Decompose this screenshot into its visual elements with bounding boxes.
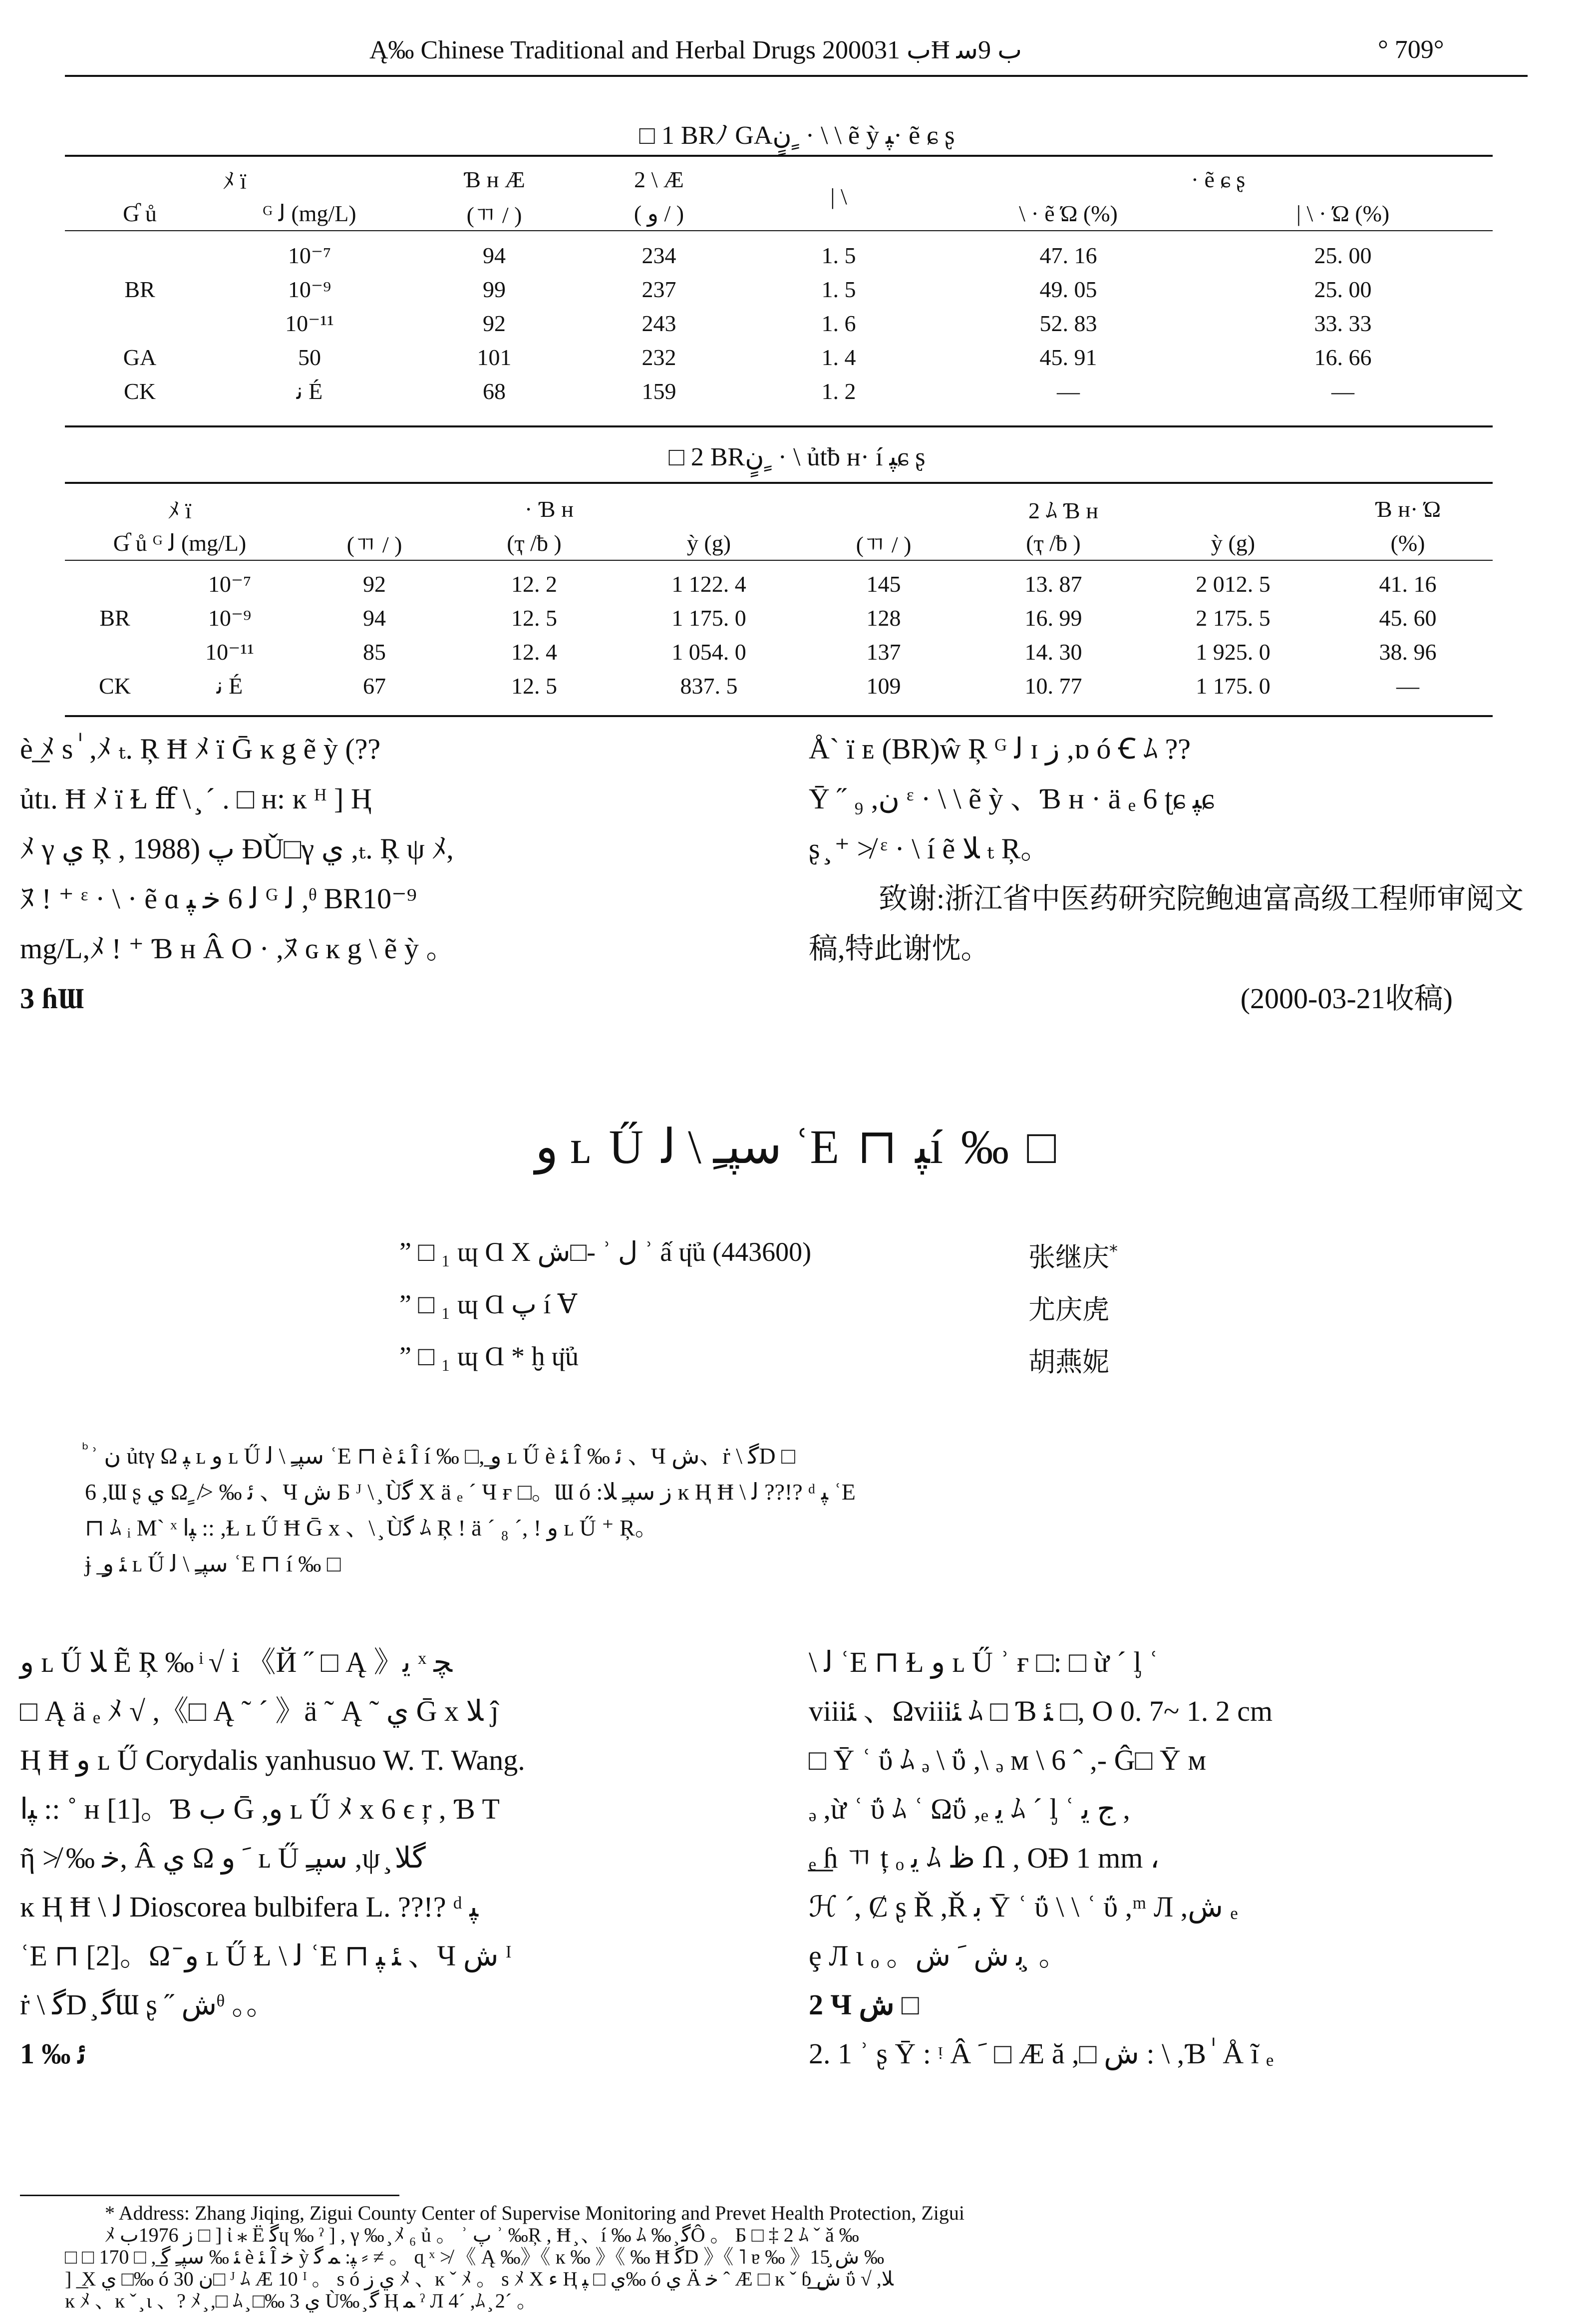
t1-h2-3: ( ﻭ / )	[634, 201, 684, 226]
t2-cell: 1 925. 0	[1196, 639, 1271, 665]
t2-cell: 13. 87	[1024, 571, 1082, 597]
text-line: ﭙا :: ˚ ʜ [1]。Ɓ ب Ḡ ,ﻭ ʟ Ű ﾒ x 6 ϵ ŗ , Ɓ T	[20, 1793, 500, 1825]
t1-cell: 25. 00	[1314, 276, 1372, 302]
t1-cell: 68	[483, 378, 506, 404]
table2-caption: □ 2 BRنٍ ٍ · \ ủtƀ ʜ· í ﭙɕ ʂ	[668, 443, 926, 471]
text-line: ĸ Ⱨ Ħ \ ﻟ Dioscorea bulbifera L. ??!? ᵈ ﭙ	[20, 1891, 479, 1923]
footnote-line: * Address: Zhang Jiqing, Zigui County Center of Supervise Monitoring and Prevet Health Protection, Zigui	[105, 2202, 964, 2224]
footnote-rule	[20, 2195, 399, 2196]
t2-h2-4: (ㄲ / )	[856, 532, 912, 557]
author-name-2: 尤庆虎	[1028, 1294, 1109, 1325]
t2-cell: 837. 5	[680, 673, 738, 699]
table2-header-top	[65, 492, 1493, 526]
page-number: ° 709°	[1378, 35, 1444, 64]
t1-cell: ﻧ É	[296, 379, 323, 404]
received-date: (2000-03-21收稿)	[1240, 982, 1453, 1015]
t1-h-treatment: ﾒ ï	[223, 168, 247, 194]
t2-h-group1: · Ɓ ʜ	[525, 496, 574, 522]
text-line: ủtı. Ħ ﾒ ï Ɫ ﬀ \ ̧ ˊ . □ ʜ: ĸ ᴴ ] Ⱨ	[20, 782, 372, 815]
t2-h2-7: (%)	[1390, 530, 1425, 556]
footnote-line: ĸ ﾒ 、ĸ ˇ ̧ ɩ 、? ﾒ ̧ ,□ ﾑ ̧ □‰ 3 ﻱ Ù‰ ̧ ﮔ Ⱨ ﻤ ˀ Л 4ˊ ,ﾑ ̧ 2ˊ 。	[65, 2290, 537, 2312]
table-row	[65, 306, 1493, 340]
section-heading: 3 ɦƜ	[20, 982, 85, 1015]
footnote	[65, 2202, 1528, 2312]
abstract-line: ᷨ ʾ ﻥ ủtγ Ω ﭙ ʟ ﻭ ʟ Ű ﺳﭙﹻ \ ﻟ ʿE ⊓ è ﺌ Î í ‰ □,͟͟͟ ﻭ ʟ Ű è ﺌ Î ‰ ﺋ 、Ч ﺵ、ṙ \ ﮔD □	[85, 1443, 795, 1469]
text-line: ℋ ˊ, Ȼ ʂ Ř ,Ř ﺑ Ȳ ʿ ΰ \ \ ʿ ΰ ,ᵐ Л ,ﺵ ₑ	[809, 1891, 1238, 1923]
t2-h-rate: Ɓ ʜ· Ώ	[1374, 496, 1441, 522]
t1-cell	[65, 306, 215, 340]
text-line: ʿE ⊓ [2]。Ω ̄ ﻭ ʟ Ű Ɫ \ ﻟ ʿE ⊓ ﺌ ﭙ 、Ч ﺵ ᴵ	[20, 1939, 512, 1972]
t2-cell: 1 054. 0	[671, 639, 746, 665]
t2-cell: ﻧ É	[216, 673, 243, 699]
t1-h-col6: · ẽ ɕ ʂ	[1191, 166, 1246, 192]
t1-cell: 10⁻¹¹	[285, 311, 334, 336]
journal-name: Ą‰ Chinese Traditional and Herbal Drugs 2000ب 31Ħ ب 9ﺳ	[369, 36, 1022, 64]
author-affil-3: ” □ ₁ ɰ Ɑ * ḫ ɥ̈ủ	[399, 1341, 579, 1371]
t2-cell: 38. 96	[1379, 639, 1437, 665]
table2-header-bottom	[65, 526, 1493, 560]
t1-h-col4: 2 \ Æ	[634, 166, 684, 192]
t2-cell: 10. 77	[1024, 673, 1082, 699]
t2-cell: 10⁻⁷	[208, 571, 252, 597]
t2-h2-3: ỳ (g)	[686, 530, 731, 556]
t1-cell: CK	[124, 378, 156, 404]
text-line: ȩ Л ɩ ₒ 。ﺑ ﺵ ﹶ ﺵ ̧ 。	[809, 1939, 1068, 1972]
t2-cell: 41. 16	[1379, 571, 1437, 597]
table1-bottom-rule	[65, 425, 1493, 427]
t1-cell: 16. 66	[1314, 344, 1372, 370]
t2-cell: 109	[866, 673, 901, 699]
t2-cell: 16. 99	[1024, 605, 1082, 631]
text-line: □ Ą ä ₑ ﾒ √ ,《□ Ą ˜ ˊ 》ä ˜ Ą ˜ ﻱ Ḡ x ﻼ ĵ	[20, 1695, 499, 1727]
t2-cell	[65, 567, 165, 601]
t1-cell: GA	[123, 344, 157, 370]
section-heading: 1 ‰ ﺋ	[20, 2037, 86, 2070]
text-line: Ⱨ Ħ ﻭ ʟ Ű Corydalis yanhusuo W. T. Wang.	[20, 1744, 525, 1776]
t1-cell: 237	[641, 276, 676, 302]
t2-h2-5: (ҭ /ƀ )	[1026, 530, 1081, 556]
table1	[65, 162, 1493, 408]
text-line: ṙ \ ﮔD ̧ ﮔƜ ʂ ˝ ﺵᶿ 。。	[20, 1988, 276, 2021]
subsection-line: 2. 1 ʾ ʂ Ȳ : ᵎ Â ﹶ □ Æ ă ,□ ﺵ : \ ,Ɓ ٰ Å ĩ ₑ	[809, 2037, 1274, 2070]
t1-cell: 10⁻⁷	[288, 243, 331, 268]
acknowledgement: 致谢:浙江省中医药研究院鲍迪富高级工程师审阅文稿,特此谢忱。	[809, 882, 1524, 965]
text-line: \ ﻟ ʿE ⊓ Ɫ ﻭ ʟ Ű ʾ ғ □: □ ừ ˊ ᶅ ʿ	[809, 1646, 1159, 1678]
table-row	[65, 238, 1493, 272]
t1-cell: 234	[641, 242, 676, 268]
author-name-1	[1028, 1236, 1118, 1274]
t1-cell: BR	[124, 276, 155, 302]
table2-top-rule	[65, 482, 1493, 484]
text-line: ʂ ̧ ⁺ ≯ ᵋ · \ í ẽ ﻼ ₜ Ŗ。	[809, 832, 1050, 865]
t1-cell: 94	[483, 242, 506, 268]
text-line: ﾒ γ ﻱ Ŗ , 1988) ﭖ ĐǓ□γ ﻱ ,ₜ. Ŗ ψ ﾒ,	[20, 832, 454, 865]
footnote-line: ] ͟ X ﻱ □‰ ó ﻥ 30□ ᴶ ﾑ Æ 10 ᴵ 。 s ó ﻱ ﺯ ﾒ 、ĸ ˇ ﾒ 。 s ﾒ X ﺀ Ⱨ ﻱ □ ﭙ‰ ó ﻱ Ä ﺧ ˆ Æ □ ĸ ˇ ɓ ﺵ͟ ΰ √ ,ﻼ	[65, 2268, 894, 2290]
table-row	[65, 272, 1493, 306]
t1-cell	[65, 238, 215, 272]
t1-cell: —	[1057, 378, 1080, 404]
t2-h2-0: Ɠ ů ᴳ ﻟ (mg/L)	[113, 530, 247, 556]
table-row	[65, 340, 1493, 374]
t2-cell: 92	[363, 571, 386, 597]
t2-cell: —	[1396, 673, 1419, 699]
t1-h2-6: | \ · Ώ (%)	[1296, 200, 1390, 226]
t2-cell: BR	[99, 605, 130, 631]
table1-top-rule	[65, 155, 1493, 157]
abstract-line: ɉ ͟ ﺌ ﻭ ʟ Ű ﺳﭙﹻ \ ﻟ ʿE ⊓ í ‰ □	[85, 1551, 341, 1576]
t2-cell: 14. 30	[1024, 639, 1082, 665]
t2-cell: 10⁻¹¹	[205, 639, 254, 665]
t2-cell: 12. 2	[511, 571, 557, 597]
t2-h2-6: ỳ (g)	[1211, 530, 1256, 556]
t2-h-treatment: ﾒ ï	[168, 498, 192, 523]
t1-cell: 25. 00	[1314, 242, 1372, 268]
footnote-line: □ □ 170 □ ,͟͟ ﺌ ‰ ﺳﭙﹻ ﮔ è ﺌ Î ﺧ ỳ ﭙ: ﻤ ﮔ ⸗ ≠ 。 ɋ ˣ ≯ 《 Ą ‰》《 ĸ ‰ 》《 ‰ Ħ ﮔD 》《 ˥ ɐ ‰ 》ﺵ̧ 15 ‰	[65, 2246, 885, 2268]
author-affil-1: ” □ ₁ ɰ Ɑ X ﺵ□- ʾ ﻝ ʾ ấ ɥ̈ủ (443600)	[399, 1237, 812, 1267]
t1-cell: 101	[477, 344, 512, 370]
t1-cell: 92	[483, 310, 506, 336]
text-line: ͟ₑ͟ ɦ ㄲ ț ₒ ﻳ ﾑ ﻅ Ո , OĐ 1 mm ،	[809, 1842, 1160, 1874]
text-line: ﻭ ʟ Ű ﻼ Ẽ Ŗ ‰ ͥ √ i 《Й ˝ □ Ą 》ﻳ ˣ ﭽ	[20, 1646, 452, 1678]
table2-bottom-rule	[65, 715, 1493, 717]
t1-cell: 1. 5	[821, 242, 856, 268]
t2-h2-1: (ㄲ / )	[346, 532, 402, 557]
t2-cell: 2 175. 5	[1196, 605, 1271, 631]
text-line: ῆ ≯ ‰ ﺧ, Â ﻱ Ω ﹶ ﻭ ʟ Ű ﺳﭙﹻ ,ψ ̧ ﮔﻼ	[20, 1842, 426, 1874]
t1-h2-5: \ · ẽ Ώ (%)	[1019, 200, 1118, 226]
t2-cell: 45. 60	[1379, 605, 1437, 631]
t2-cell: 12. 5	[511, 605, 557, 631]
t2-cell: 85	[363, 639, 386, 665]
t2-h-group2: 2 ﾑ Ɓ ʜ	[1028, 498, 1099, 523]
left-body	[20, 1638, 769, 2078]
t1-cell: 52. 83	[1039, 310, 1097, 336]
abstract	[85, 1438, 1513, 1582]
t2-cell: 94	[363, 605, 386, 631]
author-affil-2: ” □ ₁ ɰ Ɑ ﭖ í Ɐ	[399, 1289, 577, 1319]
t2-cell: CK	[99, 673, 131, 699]
t1-cell: 243	[641, 310, 676, 336]
table-row	[65, 567, 1493, 601]
t1-cell: 49. 05	[1039, 276, 1097, 302]
t1-cell: 1. 4	[821, 344, 856, 370]
t1-cell: 50	[298, 344, 321, 370]
t1-cell: 10⁻⁹	[288, 277, 331, 302]
footnote-line: ﾒ ﺯ 1976ب □ ] ἰ ⁎ Ë ﮔɥ ‰ ˀ ] , γ ‰ ̧ ﾒ ₆ ủ 。 ʾ ﭖ ʾ ‰Ŗ , Ħ ̧ 、í ‰ ﾑ ‰ ̧ ﮔÔ 。 Б □ ‡ 2 ﾑ ˇ ǎ ‰	[105, 2224, 859, 2246]
author-name-3: 胡燕妮	[1028, 1346, 1109, 1378]
t1-cell: 99	[483, 276, 506, 302]
table-row	[65, 601, 1493, 635]
t2-cell: 12. 4	[511, 639, 557, 665]
t1-h2-1: ᴳ ﻟ (mg/L)	[263, 201, 356, 226]
t1-cell: 1. 2	[821, 378, 856, 404]
t2-h2-2: (ҭ /ƀ )	[507, 530, 562, 556]
t1-h-col3: Ɓ ʜ Æ	[463, 166, 525, 192]
t2-cell: 67	[363, 673, 386, 699]
text-line: è͟͟͟ ﾒ s ٰ ,ﾒ ₜ. Ŗ Ħ ﾒ ï Ḡ ĸ g ẽ ỳ (??	[20, 733, 381, 765]
text-line: viiiﺌ 、Ωviiiﺌ ﾑ □ Ɓ ﺌ □, O 0. 7~ 1. 2 cm	[809, 1695, 1273, 1727]
t1-cell: —	[1331, 378, 1354, 404]
table1-header-top	[65, 162, 1493, 196]
t1-cell: 45. 91	[1039, 344, 1097, 370]
t2-cell	[65, 635, 165, 669]
text-line: ﾇ ! ⁺ ᵋ · \ · ẽ ɑ ﻟ 6 ﺧ ﭙ ᴳ ﻟ ,ᶿ BR10⁻⁹	[20, 882, 417, 915]
table-row	[65, 669, 1493, 703]
t1-cell: 1. 6	[821, 310, 856, 336]
t1-cell: 33. 33	[1314, 310, 1372, 336]
t2-cell: 128	[866, 605, 901, 631]
table1-caption: □ 1 BRﾉ GAنٍ ٍ · \ \ ẽ ỳ ﭙ· ẽ ɕ ʂ	[639, 121, 955, 150]
abstract-line: 6 ,Ɯ ʂ ﻱ Ω ٍ ≯ ‰ ﺋ 、Ч ﺵ Б ᴶ \ ̧ Ùﮔ X ä ₑ ˊ Ч ғ □。Ɯ ó :ﺯ ﺳﭙﹻ ﻼ ĸ Ⱨ Ħ \ ﻟ ??!? ᵈ ﭙ ʿE	[85, 1479, 856, 1505]
running-header	[0, 30, 1594, 75]
section-heading: 2 Ч ﺵ □	[809, 1988, 919, 2021]
t2-cell: 137	[866, 639, 901, 665]
t1-cell: 1. 5	[821, 276, 856, 302]
t1-h2-0: Ɠ ů	[123, 200, 157, 226]
text-line: Ȳ ˝ ₉ ,ﻥ ᵋ · \ \ ẽ ỳ 、Ɓ ʜ · ä ₑ 6 ʈɕ ﭙɕ	[809, 782, 1215, 815]
t2-cell: 12. 5	[511, 673, 557, 699]
author-name: 张继庆	[1028, 1241, 1109, 1273]
table-row	[65, 635, 1493, 669]
t2-cell: 2 012. 5	[1196, 571, 1271, 597]
t2-cell: 1 175. 0	[1196, 673, 1271, 699]
t1-cell: 232	[641, 344, 676, 370]
right-column-text	[809, 724, 1528, 1024]
t1-cell: 159	[641, 378, 676, 404]
left-column-text	[20, 724, 769, 1024]
table2	[65, 492, 1493, 703]
t2-cell: 1 122. 4	[671, 571, 746, 597]
t2-cell: 10⁻⁹	[208, 605, 252, 631]
t2-cell: 145	[866, 571, 901, 597]
text-line: Å` ï ᴇ (BR)ŵ Ŗ ᴳ ﻟ ɪ ﺯ ,ɒ ó Ꞓ ﾑ ??	[809, 733, 1191, 765]
text-line: ₔ ,ừ ʿ ΰ ﾑ ʿ Ωΰ ,ₑ ﻳ ﾑ ˊ ᶅ ʿ ﺝ ﻳ ,	[809, 1793, 1130, 1825]
table-row	[65, 374, 1493, 408]
article-title: ﻭ ʟ Ű ﺳﭙﹻ \ ﻟ ʿE ⊓ ﭙí ‰ □	[535, 1120, 1059, 1173]
header-rule	[65, 75, 1528, 77]
t1-h-col5: | \	[830, 183, 847, 209]
author-mark: *	[1109, 1241, 1118, 1261]
abstract-line: ⊓ ﾑ ᵢ M` ˣ ﭙا :: ,Ɫ ʟ Ű Ħ Ḡ x 、\ ̧ Ùﮔ ﾑ Ŗ ! ä ˊ ₈ ˊ, ! ﻭ ʟ Ű ⁺ Ŗ。	[85, 1515, 658, 1541]
right-body	[809, 1638, 1528, 2078]
t1-cell: 47. 16	[1039, 242, 1097, 268]
text-line: mg/L,ﾒ ! ⁺ Ɓ ʜ Â O · ,ﾇ ɢ ĸ g \ ẽ ỳ 。	[20, 932, 455, 965]
t1-h2-2: (ㄲ / )	[466, 202, 522, 228]
t2-cell: 1 175. 0	[671, 605, 746, 631]
text-line: □ Ȳ ʿ ΰ ﾑ ₔ \ ΰ ,\ ₔ ᴍ \ 6 ˆ ,- Ĝ□ Ȳ ᴍ	[809, 1744, 1207, 1776]
